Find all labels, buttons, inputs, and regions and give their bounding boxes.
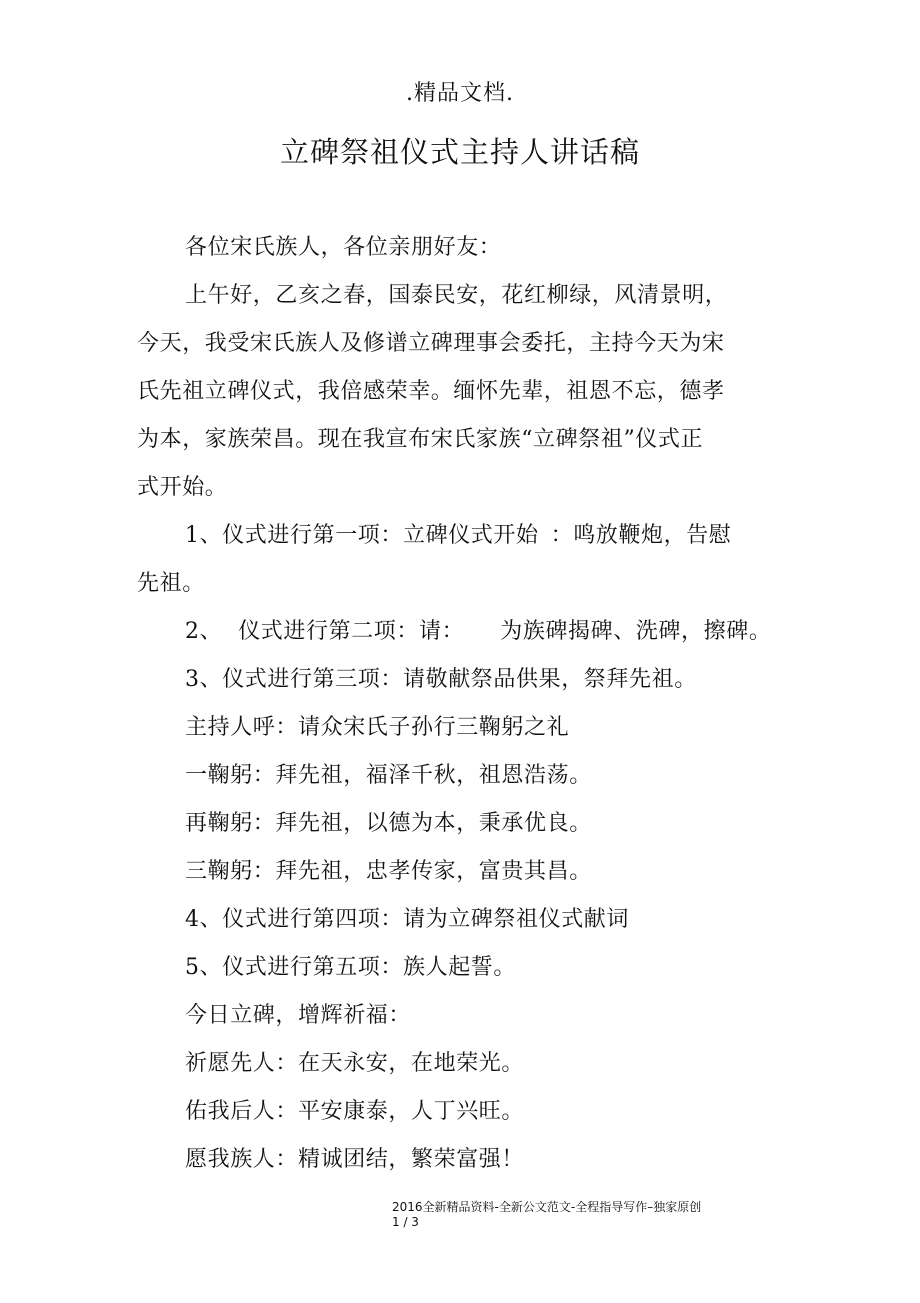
oath-3-line: 愿我族人：精诚团结，繁荣富强！: [185, 1147, 525, 1172]
oath-intro-line: 今日立碑，增辉祈福：: [185, 1003, 412, 1028]
step-1-continuation: 先祖。: [137, 571, 205, 596]
oath-1-line: 祈愿先人：在天永安，在地荣光。: [185, 1051, 525, 1076]
step-2-number: 2、: [185, 619, 223, 644]
page-header: .精品文档.: [406, 81, 514, 106]
step-1-text: 1、仪式进行第一项：立碑仪式开始: [185, 523, 539, 548]
step-2-line: [185, 614, 771, 645]
step-3-line: 3、仪式进行第三项：请敬献祭品供果，祭拜先祖。: [185, 667, 697, 692]
paragraph-line: 上午好，乙亥之春，国泰民安，花红柳绿，风清景明，: [185, 283, 728, 308]
footer-tagline: 2016全新精品资料-全新公文范文-全程指导写作–独家原创: [392, 1200, 702, 1214]
greeting-line: 各位宋氏族人，各位亲朋好友：: [185, 235, 502, 260]
step-2-detail: 为族碑揭碑、洗碑，擦碑。: [500, 619, 772, 644]
step-5-line: 5、仪式进行第五项：族人起誓。: [185, 955, 516, 980]
bow-2-line: 再鞠躬：拜先祖，以德为本，秉承优良。: [185, 811, 592, 836]
bow-3-line: 三鞠躬：拜先祖，忠孝传家，富贵其昌。: [185, 859, 592, 884]
step-1-line: [185, 518, 731, 549]
bow-1-line: 一鞠躬：拜先祖，福泽千秋，祖恩浩荡。: [185, 763, 592, 788]
step-1-detail: ：鸣放鞭炮，告慰: [550, 523, 732, 548]
host-call-line: 主持人呼：请众宋氏子孙行三鞠躬之礼: [185, 715, 570, 740]
page-number: 1 / 3: [392, 1215, 419, 1229]
oath-2-line: 佑我后人：平安康泰，人丁兴旺。: [185, 1099, 525, 1124]
paragraph-line: 氏先祖立碑仪式，我倍感荣幸。缅怀先辈，祖恩不忘，德孝: [137, 379, 725, 404]
paragraph-line: 式开始。: [137, 475, 228, 500]
paragraph-line: 今天，我受宋氏族人及修谱立碑理事会委托，主持今天为宋: [137, 331, 725, 356]
step-4-line: 4、仪式进行第四项：请为立碑祭祖仪式献词: [185, 907, 629, 932]
document-title: 立碑祭祖仪式主持人讲话稿: [279, 135, 640, 169]
paragraph-line: 为本，家族荣昌。现在我宣布宋氏家族“立碑祭祖”仪式正: [137, 427, 704, 452]
step-2-text: 仪式进行第二项：请：: [238, 619, 465, 644]
